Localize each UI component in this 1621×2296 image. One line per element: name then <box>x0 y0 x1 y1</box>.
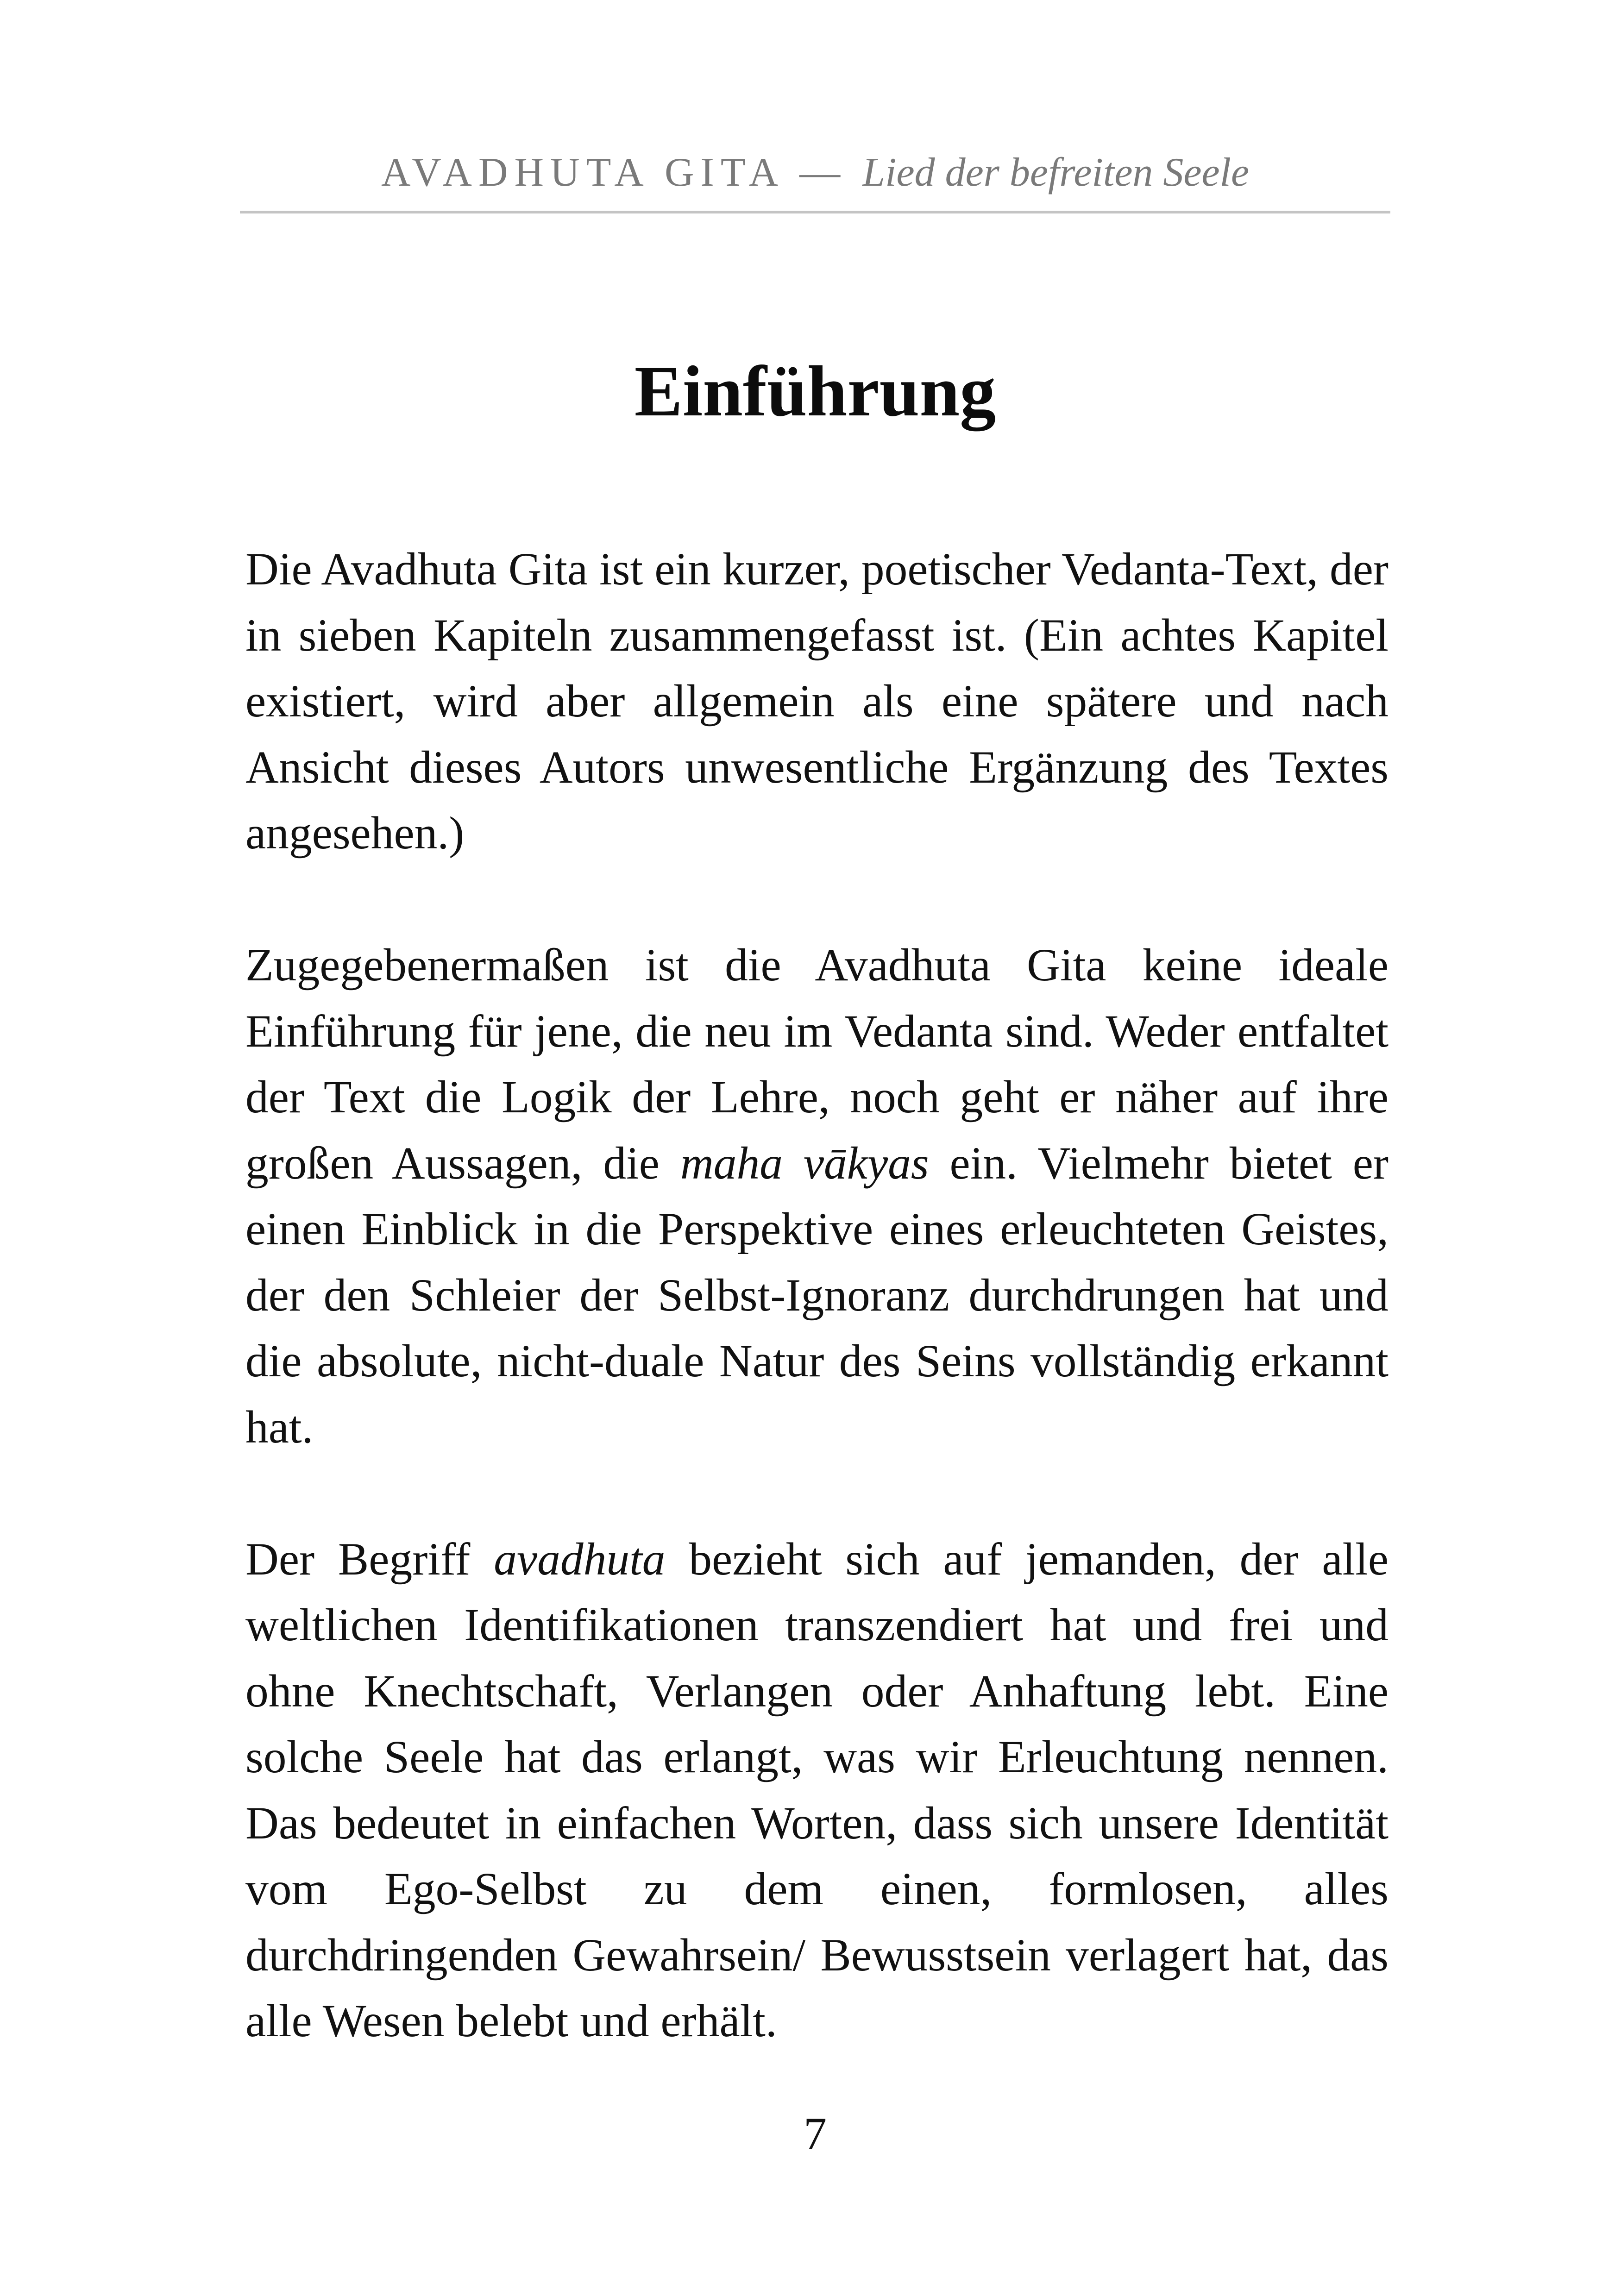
chapter-title: Einführung <box>634 351 996 431</box>
paragraph-3 <box>245 1526 1389 2054</box>
page-number: 7 <box>804 2108 827 2159</box>
book-subtitle: Lied der befreiten Seele <box>862 150 1250 195</box>
paragraph-2-after: ein. Vielmehr bietet er einen Einblick in die Perspektive eines erleuchteten Geistes, der den Schleier der Selbst-Ignoranz durchdrungen hat und die absolute, nicht-duale Natur des Seins vollständig erkannt hat. <box>245 1137 1389 1453</box>
paragraph-3-after: bezieht sich auf jemanden, der alle weltlichen Identifikationen transzendiert hat und frei und ohne Knechtschaft, Verlangen oder Anhaftung lebt. Eine solche Seele hat das erlangt, was wir Erleuchtung nennen. Das bedeutet in einfachen Worten, dass sich unsere Identität vom Ego-Selbst zu dem einen, formlosen, alles durchdringenden Gewahrsein/ Bewusstsein verlagert hat, das alle Wesen belebt und erhält. <box>245 1533 1389 2046</box>
header-divider <box>240 211 1390 213</box>
paragraph-3-before: Der Begriff <box>245 1533 494 1585</box>
paragraph-2-before: Zugegebenermaßen ist die Avadhuta Gita keine ideale Einführung für jene, die neu im Vedanta sind. Weder entfaltet der Text die Logik der Lehre, noch geht er näher auf ihre großen Aussagen, die <box>245 939 1389 1189</box>
paragraph-1-text: Die Avadhuta Gita ist ein kurzer, poetischer Vedanta-Text, der in sieben Kapiteln zusammengefasst ist. (Ein achtes Kapitel existiert, wird aber allgemein als eine spätere und nach Ansicht dieses Autors unwesentliche Ergänzung des Textes angesehen.) <box>245 543 1389 859</box>
term-avadhuta: avadhuta <box>494 1533 666 1585</box>
paragraph-2 <box>245 932 1389 1460</box>
header-separator: — <box>799 150 841 195</box>
chapter-body <box>245 536 1389 2054</box>
paragraph-1 <box>245 536 1389 866</box>
book-title: AVADHUTA GITA <box>381 150 785 195</box>
running-header <box>241 147 1389 198</box>
term-maha-vakyas: maha vākyas <box>680 1137 929 1189</box>
